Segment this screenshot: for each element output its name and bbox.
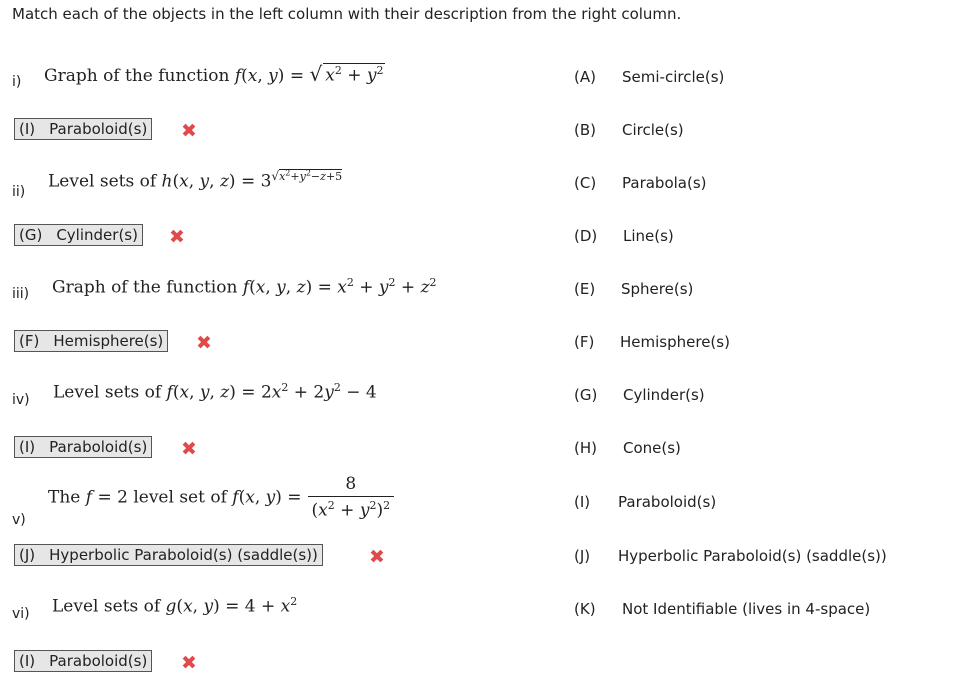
option-letter: (K) xyxy=(574,600,596,618)
answer-box[interactable]: (J) Hyperbolic Paraboloid(s) (saddle(s)) xyxy=(14,544,323,566)
question-prompt: Level sets of g(x, $y) = 4 + x^2$ xyxy=(52,595,298,617)
question-number: iii) xyxy=(12,286,30,302)
question-prompt: Graph of the function f(x, y, $z) = x^2 + y^2 + z^2$ xyxy=(52,276,437,298)
option-letter: (G) xyxy=(574,386,598,404)
option-letter: (J) xyxy=(574,547,591,565)
option-text: Parabola(s) xyxy=(622,174,707,192)
option-letter: (I) xyxy=(574,493,591,511)
question-number: v) xyxy=(12,512,26,528)
question-prompt: Graph of the function f(x, y) = √ $x^2 + y^2$ xyxy=(44,62,384,86)
option-text: Line(s) xyxy=(623,227,674,245)
question-number: ii) xyxy=(12,184,26,200)
question-number: iv) xyxy=(12,392,30,408)
option-letter: (D) xyxy=(574,227,598,245)
option-text: Cylinder(s) xyxy=(623,386,705,404)
question-prompt: Level sets of f(x, y, $z) = 2x^2 + 2y^2 - 4$ xyxy=(53,381,377,403)
option-text: Semi-circle(s) xyxy=(622,68,725,86)
option-letter: (C) xyxy=(574,174,597,192)
answer-box[interactable]: (I) Paraboloid(s) xyxy=(14,118,152,140)
option-text: Circle(s) xyxy=(622,121,684,139)
x-mark-icon: ✖ xyxy=(196,332,212,354)
answer-box[interactable]: (G) Cylinder(s) xyxy=(14,224,143,246)
x-mark-icon: ✖ xyxy=(181,120,197,142)
question-prompt: The f = 2 level set of f(x, y) = $\frac{8}{(x^2 + y^2)^2}$ xyxy=(48,474,394,521)
x-mark-icon: ✖ xyxy=(181,438,197,460)
x-mark-icon: ✖ xyxy=(369,546,385,568)
x-mark-icon: ✖ xyxy=(181,652,197,674)
option-text: Hemisphere(s) xyxy=(620,333,730,351)
option-letter: (B) xyxy=(574,121,596,139)
option-text: Hyperbolic Paraboloid(s) (saddle(s)) xyxy=(618,547,887,565)
answer-box[interactable]: (I) Paraboloid(s) xyxy=(14,650,152,672)
instruction-text: Match each of the objects in the left column with their description from the right column. xyxy=(12,5,682,23)
option-text: Paraboloid(s) xyxy=(618,493,717,511)
answer-box[interactable]: (I) Paraboloid(s) xyxy=(14,436,152,458)
option-text: Not Identifiable (lives in 4-space) xyxy=(622,600,871,618)
x-mark-icon: ✖ xyxy=(169,226,185,248)
option-text: Sphere(s) xyxy=(621,280,694,298)
option-text: Cone(s) xyxy=(623,439,681,457)
option-letter: (H) xyxy=(574,439,597,457)
answer-box[interactable]: (F) Hemisphere(s) xyxy=(14,330,168,352)
question-prompt: Level sets of h(x, y, $z) = 3^{√x^2+y^2-z+5}$ xyxy=(48,168,343,192)
option-letter: (F) xyxy=(574,333,595,351)
option-letter: (E) xyxy=(574,280,596,298)
option-letter: (A) xyxy=(574,68,596,86)
question-number: vi) xyxy=(12,606,30,622)
question-number: i) xyxy=(12,74,22,90)
